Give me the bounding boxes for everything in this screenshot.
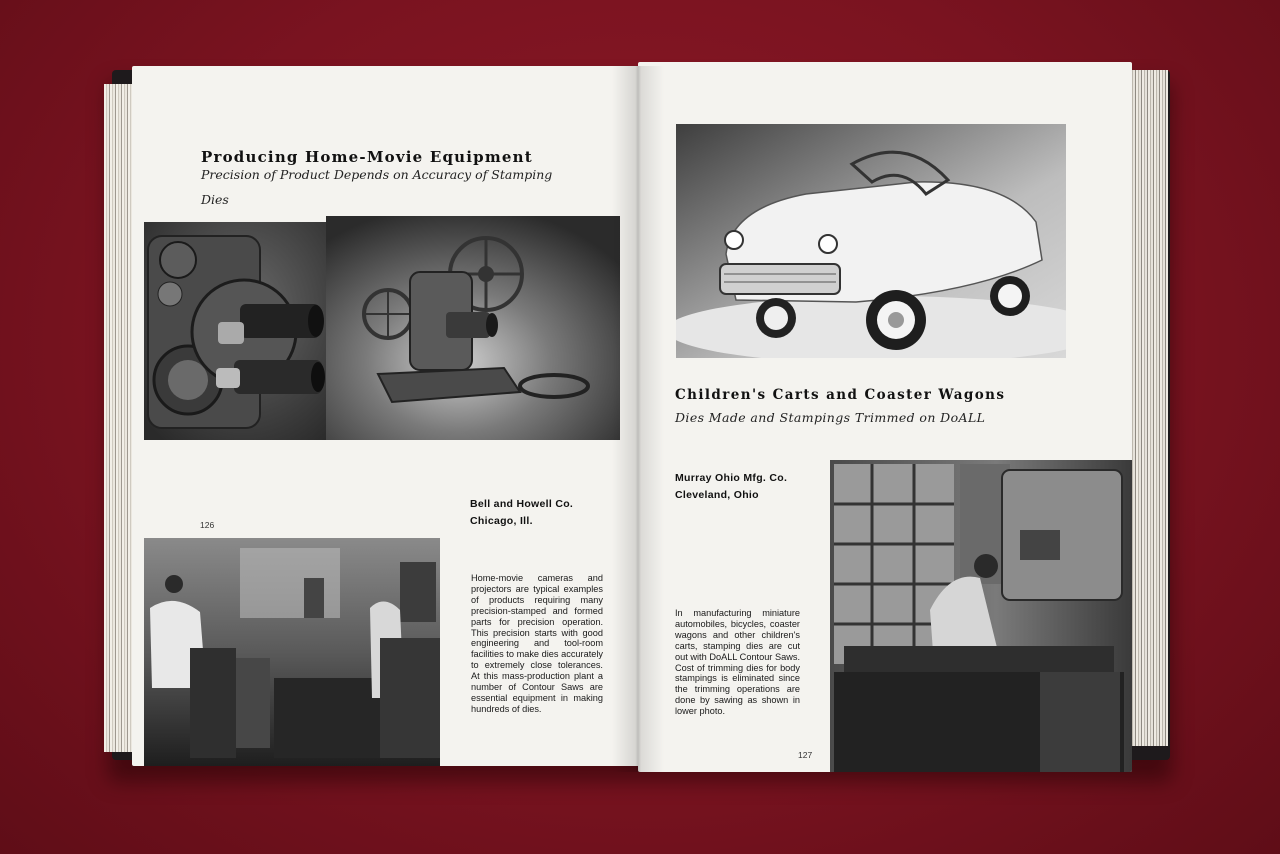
left-page-number: 126: [200, 520, 215, 530]
pedal-car-photo: [676, 124, 1066, 358]
right-page-subtitle: Dies Made and Stampings Trimmed on DoALL: [675, 410, 986, 425]
movie-camera-photo: [144, 222, 326, 440]
film-projector-photo: [326, 216, 620, 440]
left-company-city: Chicago, Ill.: [470, 515, 533, 527]
tool-room-photo: [144, 538, 440, 766]
left-page-title: Producing Home-Movie Equipment: [201, 148, 533, 166]
contour-saw-photo: [830, 460, 1132, 772]
left-company-name: Bell and Howell Co.: [470, 498, 574, 510]
left-page: [132, 66, 640, 766]
right-body-text: In manufacturing miniature automobiles, bicycles, coaster wagons and other children's carts, stamping dies are cut out with DoALL Contour Saws. Cost of trimming dies for body stampings is eliminated since the trimming operations are done by sawing as shown in lower photo.: [675, 608, 800, 717]
left-page-subtitle: Precision of Product Depends on Accuracy of Stamping Dies: [201, 167, 553, 207]
left-body-text: Home-movie cameras and projectors are typical examples of products requiring many precision-stamped and formed parts for precision operation. This precision starts with good engineering and tool-room facilities to make dies accurately to extremely close tolerances. At this mass-production plant a number of Contour Saws are essential equipment in making hundreds of dies.: [471, 573, 603, 714]
right-company-city: Cleveland, Ohio: [675, 489, 759, 501]
right-page-number: 127: [798, 750, 813, 760]
right-page: [638, 62, 1132, 772]
right-page-title: Children's Carts and Coaster Wagons: [675, 387, 1006, 403]
right-company-name: Murray Ohio Mfg. Co.: [675, 472, 788, 484]
